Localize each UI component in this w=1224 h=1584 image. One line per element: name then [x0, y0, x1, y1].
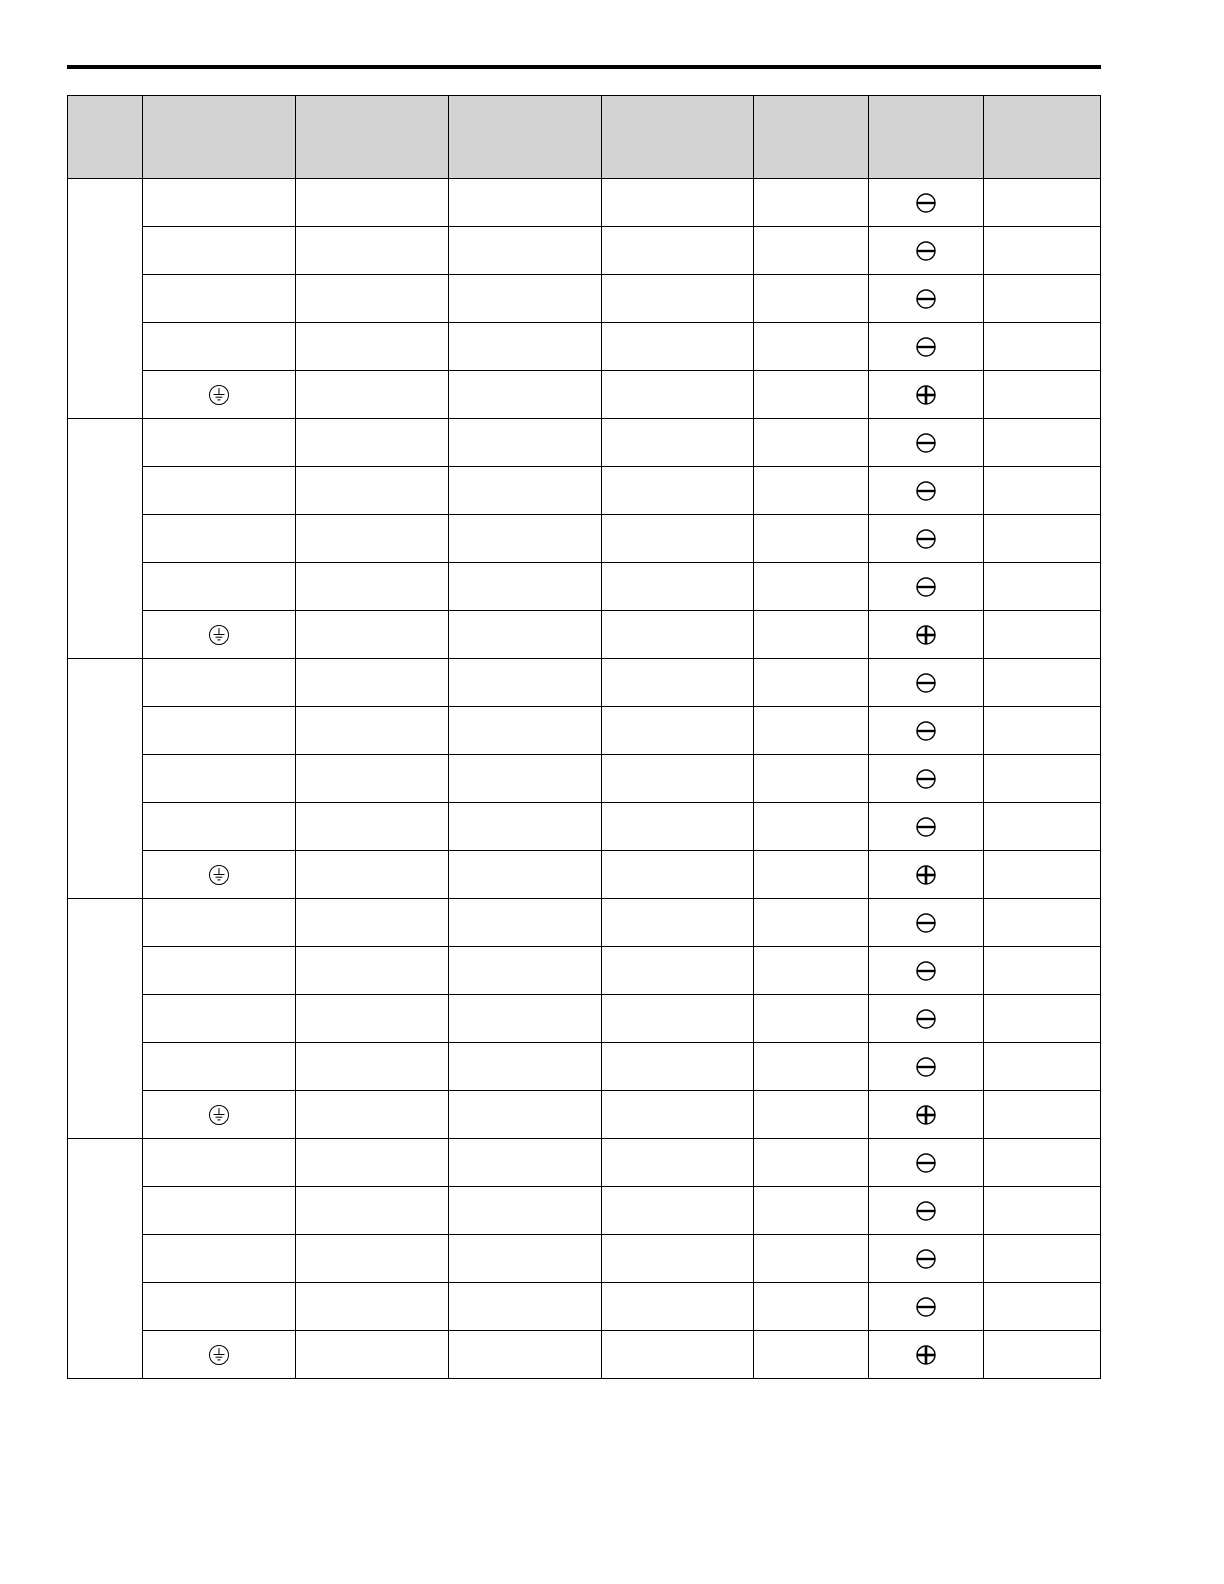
- wire-size-cell: [602, 179, 754, 227]
- phillips-screw-icon: [915, 1104, 937, 1126]
- table-row: [68, 755, 1101, 803]
- screw-shape-cell: [869, 563, 984, 611]
- tightening-torque-cell: [449, 1187, 602, 1235]
- screw-shape-cell: [869, 515, 984, 563]
- strip-length-cell: [754, 1331, 869, 1379]
- strip-length-cell: [754, 371, 869, 419]
- slotted-screw-icon: [915, 1152, 937, 1174]
- notes-cell: [984, 1043, 1101, 1091]
- table-row: [68, 179, 1101, 227]
- tightening-torque-cell: [449, 227, 602, 275]
- wire-size-cell: [602, 755, 754, 803]
- strip-length-cell: [754, 899, 869, 947]
- strip-length-cell: [754, 563, 869, 611]
- table-row: [68, 1283, 1101, 1331]
- screw-size-cell: [296, 851, 449, 899]
- terminal-cell: [143, 275, 296, 323]
- notes-cell: [984, 563, 1101, 611]
- screw-shape-cell: [869, 947, 984, 995]
- terminal-cell: [143, 659, 296, 707]
- tightening-torque-cell: [449, 995, 602, 1043]
- slotted-screw-icon: [915, 528, 937, 550]
- strip-length-cell: [754, 179, 869, 227]
- screw-shape-cell: [869, 1139, 984, 1187]
- strip-length-cell: [754, 947, 869, 995]
- header-rule: [67, 65, 1101, 69]
- screw-shape-cell: [869, 707, 984, 755]
- wire-size-cell: [602, 947, 754, 995]
- strip-length-cell: [754, 1187, 869, 1235]
- wire-size-cell: [602, 371, 754, 419]
- tightening-torque-cell: [449, 179, 602, 227]
- phillips-screw-icon: [915, 1344, 937, 1366]
- slotted-screw-icon: [915, 912, 937, 934]
- strip-length-cell: [754, 1139, 869, 1187]
- ground-terminal-icon: [208, 1104, 230, 1126]
- strip-length-cell: [754, 1043, 869, 1091]
- table-row: [68, 1235, 1101, 1283]
- table-row: [68, 803, 1101, 851]
- table-row: [68, 1091, 1101, 1139]
- notes-cell: [984, 707, 1101, 755]
- screw-size-cell: [296, 803, 449, 851]
- strip-length-cell: [754, 515, 869, 563]
- wire-size-cell: [602, 323, 754, 371]
- wire-size-cell: [602, 419, 754, 467]
- table-row: [68, 419, 1101, 467]
- notes-cell: [984, 419, 1101, 467]
- screw-size-cell: [296, 611, 449, 659]
- strip-length-cell: [754, 1235, 869, 1283]
- tightening-torque-cell: [449, 1235, 602, 1283]
- screw-size-cell: [296, 755, 449, 803]
- header-cell-tightening-torque: [449, 96, 602, 179]
- slotted-screw-icon: [915, 720, 937, 742]
- slotted-screw-icon: [915, 1248, 937, 1270]
- terminal-cell: [143, 803, 296, 851]
- strip-length-cell: [754, 1283, 869, 1331]
- table-header-row: [68, 96, 1101, 179]
- terminal-cell: [143, 899, 296, 947]
- header-cell-screw-shape: [869, 96, 984, 179]
- strip-length-cell: [754, 1091, 869, 1139]
- screw-shape-cell: [869, 659, 984, 707]
- wire-size-cell: [602, 1043, 754, 1091]
- screw-size-cell: [296, 995, 449, 1043]
- strip-length-cell: [754, 707, 869, 755]
- slotted-screw-icon: [915, 1056, 937, 1078]
- terminal-cell: [143, 323, 296, 371]
- screw-size-cell: [296, 707, 449, 755]
- screw-shape-cell: [869, 467, 984, 515]
- notes-cell: [984, 995, 1101, 1043]
- wire-size-cell: [602, 1331, 754, 1379]
- screw-size-cell: [296, 1283, 449, 1331]
- tightening-torque-cell: [449, 707, 602, 755]
- header-cell-strip-length: [754, 96, 869, 179]
- screw-shape-cell: [869, 419, 984, 467]
- terminal-cell: [143, 371, 296, 419]
- notes-cell: [984, 323, 1101, 371]
- table-row: [68, 899, 1101, 947]
- strip-length-cell: [754, 659, 869, 707]
- terminal-cell: [143, 1331, 296, 1379]
- strip-length-cell: [754, 803, 869, 851]
- strip-length-cell: [754, 611, 869, 659]
- group-label-cell: [68, 659, 143, 899]
- notes-cell: [984, 1091, 1101, 1139]
- screw-shape-cell: [869, 803, 984, 851]
- table-row: [68, 323, 1101, 371]
- header-cell-wire-size: [602, 96, 754, 179]
- ground-terminal-icon: [208, 624, 230, 646]
- strip-length-cell: [754, 323, 869, 371]
- notes-cell: [984, 803, 1101, 851]
- notes-cell: [984, 899, 1101, 947]
- terminal-cell: [143, 515, 296, 563]
- table-row: [68, 515, 1101, 563]
- phillips-screw-icon: [915, 624, 937, 646]
- wire-size-cell: [602, 803, 754, 851]
- screw-size-cell: [296, 179, 449, 227]
- notes-cell: [984, 179, 1101, 227]
- slotted-screw-icon: [915, 192, 937, 214]
- screw-shape-cell: [869, 179, 984, 227]
- terminal-cell: [143, 611, 296, 659]
- terminal-cell: [143, 1235, 296, 1283]
- screw-size-cell: [296, 275, 449, 323]
- terminal-cell: [143, 995, 296, 1043]
- table-row: [68, 707, 1101, 755]
- group-label-cell: [68, 1139, 143, 1379]
- notes-cell: [984, 515, 1101, 563]
- wire-size-cell: [602, 515, 754, 563]
- notes-cell: [984, 275, 1101, 323]
- wire-size-cell: [602, 851, 754, 899]
- screw-size-cell: [296, 227, 449, 275]
- tightening-torque-cell: [449, 611, 602, 659]
- tightening-torque-cell: [449, 467, 602, 515]
- header-cell-notes: [984, 96, 1101, 179]
- screw-shape-cell: [869, 1043, 984, 1091]
- strip-length-cell: [754, 275, 869, 323]
- terminal-spec-table: [67, 95, 1101, 1379]
- tightening-torque-cell: [449, 899, 602, 947]
- tightening-torque-cell: [449, 563, 602, 611]
- terminal-cell: [143, 179, 296, 227]
- notes-cell: [984, 1331, 1101, 1379]
- slotted-screw-icon: [915, 1008, 937, 1030]
- table-row: [68, 1139, 1101, 1187]
- screw-size-cell: [296, 323, 449, 371]
- slotted-screw-icon: [915, 480, 937, 502]
- tightening-torque-cell: [449, 947, 602, 995]
- strip-length-cell: [754, 851, 869, 899]
- screw-shape-cell: [869, 227, 984, 275]
- notes-cell: [984, 755, 1101, 803]
- tightening-torque-cell: [449, 659, 602, 707]
- notes-cell: [984, 1187, 1101, 1235]
- wire-size-cell: [602, 467, 754, 515]
- screw-size-cell: [296, 1091, 449, 1139]
- wire-size-cell: [602, 1283, 754, 1331]
- strip-length-cell: [754, 755, 869, 803]
- screw-size-cell: [296, 1043, 449, 1091]
- terminal-cell: [143, 227, 296, 275]
- strip-length-cell: [754, 227, 869, 275]
- slotted-screw-icon: [915, 432, 937, 454]
- screw-size-cell: [296, 467, 449, 515]
- notes-cell: [984, 227, 1101, 275]
- phillips-screw-icon: [915, 864, 937, 886]
- wire-size-cell: [602, 899, 754, 947]
- notes-cell: [984, 611, 1101, 659]
- notes-cell: [984, 1235, 1101, 1283]
- tightening-torque-cell: [449, 275, 602, 323]
- strip-length-cell: [754, 467, 869, 515]
- slotted-screw-icon: [915, 240, 937, 262]
- table-row: [68, 659, 1101, 707]
- ground-terminal-icon: [208, 384, 230, 406]
- tightening-torque-cell: [449, 1139, 602, 1187]
- screw-size-cell: [296, 419, 449, 467]
- screw-size-cell: [296, 1331, 449, 1379]
- wire-size-cell: [602, 227, 754, 275]
- terminal-cell: [143, 563, 296, 611]
- terminal-cell: [143, 419, 296, 467]
- wire-size-cell: [602, 707, 754, 755]
- screw-shape-cell: [869, 755, 984, 803]
- tightening-torque-cell: [449, 371, 602, 419]
- notes-cell: [984, 851, 1101, 899]
- screw-shape-cell: [869, 1331, 984, 1379]
- tightening-torque-cell: [449, 419, 602, 467]
- slotted-screw-icon: [915, 768, 937, 790]
- table-row: [68, 995, 1101, 1043]
- screw-shape-cell: [869, 371, 984, 419]
- terminal-cell: [143, 1139, 296, 1187]
- tightening-torque-cell: [449, 755, 602, 803]
- header-cell-model: [68, 96, 143, 179]
- table-row: [68, 1331, 1101, 1379]
- screw-shape-cell: [869, 611, 984, 659]
- tightening-torque-cell: [449, 1091, 602, 1139]
- wire-size-cell: [602, 659, 754, 707]
- screw-shape-cell: [869, 851, 984, 899]
- ground-terminal-icon: [208, 864, 230, 886]
- slotted-screw-icon: [915, 576, 937, 598]
- tightening-torque-cell: [449, 1331, 602, 1379]
- notes-cell: [984, 1283, 1101, 1331]
- wire-size-cell: [602, 1235, 754, 1283]
- ground-terminal-icon: [208, 1344, 230, 1366]
- slotted-screw-icon: [915, 336, 937, 358]
- table-row: [68, 611, 1101, 659]
- screw-shape-cell: [869, 899, 984, 947]
- tightening-torque-cell: [449, 515, 602, 563]
- screw-size-cell: [296, 1235, 449, 1283]
- tightening-torque-cell: [449, 323, 602, 371]
- table-row: [68, 851, 1101, 899]
- screw-size-cell: [296, 1187, 449, 1235]
- screw-size-cell: [296, 371, 449, 419]
- table-row: [68, 467, 1101, 515]
- terminal-cell: [143, 707, 296, 755]
- tightening-torque-cell: [449, 1283, 602, 1331]
- screw-size-cell: [296, 947, 449, 995]
- group-label-cell: [68, 419, 143, 659]
- tightening-torque-cell: [449, 803, 602, 851]
- screw-shape-cell: [869, 1283, 984, 1331]
- header-cell-screw-size: [296, 96, 449, 179]
- phillips-screw-icon: [915, 384, 937, 406]
- screw-size-cell: [296, 515, 449, 563]
- terminal-cell: [143, 755, 296, 803]
- slotted-screw-icon: [915, 816, 937, 838]
- notes-cell: [984, 1139, 1101, 1187]
- terminal-cell: [143, 1283, 296, 1331]
- group-label-cell: [68, 899, 143, 1139]
- notes-cell: [984, 659, 1101, 707]
- strip-length-cell: [754, 995, 869, 1043]
- screw-shape-cell: [869, 995, 984, 1043]
- terminal-cell: [143, 947, 296, 995]
- wire-size-cell: [602, 275, 754, 323]
- screw-size-cell: [296, 563, 449, 611]
- group-label-cell: [68, 179, 143, 419]
- tightening-torque-cell: [449, 851, 602, 899]
- screw-shape-cell: [869, 1187, 984, 1235]
- slotted-screw-icon: [915, 1200, 937, 1222]
- notes-cell: [984, 947, 1101, 995]
- wire-size-cell: [602, 1139, 754, 1187]
- table-row: [68, 275, 1101, 323]
- slotted-screw-icon: [915, 960, 937, 982]
- slotted-screw-icon: [915, 288, 937, 310]
- screw-shape-cell: [869, 1235, 984, 1283]
- terminal-cell: [143, 1091, 296, 1139]
- table-row: [68, 947, 1101, 995]
- tightening-torque-cell: [449, 1043, 602, 1091]
- wire-size-cell: [602, 1187, 754, 1235]
- wire-size-cell: [602, 611, 754, 659]
- screw-shape-cell: [869, 275, 984, 323]
- wire-size-cell: [602, 563, 754, 611]
- slotted-screw-icon: [915, 1296, 937, 1318]
- terminal-cell: [143, 1043, 296, 1091]
- wire-size-cell: [602, 1091, 754, 1139]
- table-row: [68, 1043, 1101, 1091]
- screw-size-cell: [296, 659, 449, 707]
- table-row: [68, 1187, 1101, 1235]
- screw-shape-cell: [869, 1091, 984, 1139]
- table-row: [68, 563, 1101, 611]
- terminal-cell: [143, 851, 296, 899]
- strip-length-cell: [754, 419, 869, 467]
- table-row: [68, 227, 1101, 275]
- slotted-screw-icon: [915, 672, 937, 694]
- notes-cell: [984, 467, 1101, 515]
- terminal-cell: [143, 467, 296, 515]
- notes-cell: [984, 371, 1101, 419]
- terminal-cell: [143, 1187, 296, 1235]
- table-row: [68, 371, 1101, 419]
- screw-shape-cell: [869, 323, 984, 371]
- wire-size-cell: [602, 995, 754, 1043]
- header-cell-terminal: [143, 96, 296, 179]
- screw-size-cell: [296, 899, 449, 947]
- screw-size-cell: [296, 1139, 449, 1187]
